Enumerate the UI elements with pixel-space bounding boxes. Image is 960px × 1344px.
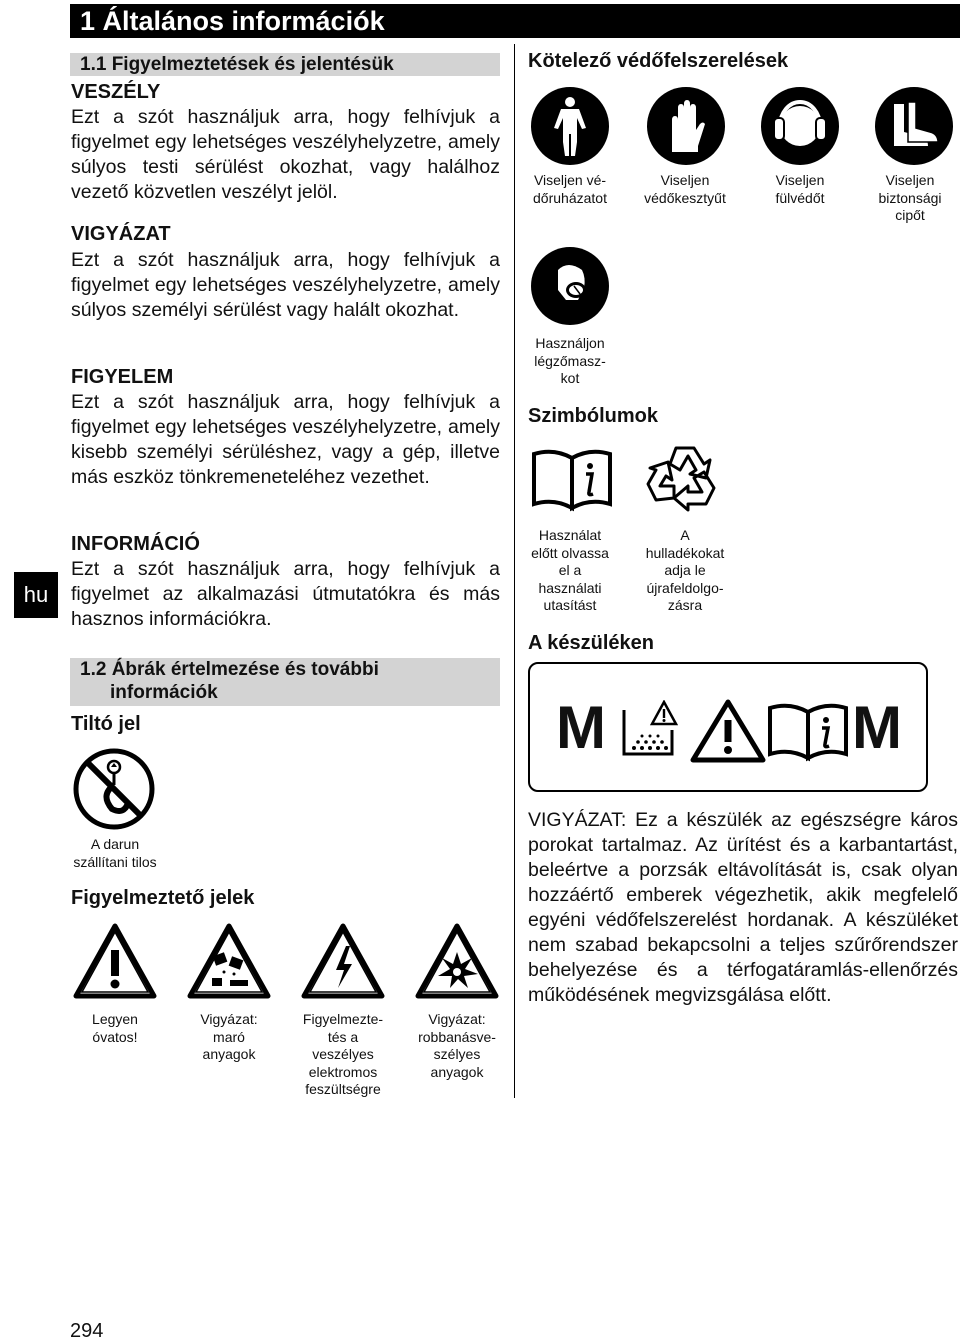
read-manual-label-icon	[766, 700, 850, 762]
caption-line: Vigyázat:	[200, 1011, 258, 1027]
caption-line: zásra	[667, 597, 703, 613]
warning-caption-corrosive	[174, 1011, 284, 1064]
read-manual-icon	[530, 446, 614, 512]
caption-line: cipőt	[895, 207, 925, 223]
information-description: Ezt a szót használjuk arra, hogy felhívjuk a figyelmet az alkalmazási útmutatókra és más hasznos információkra.	[71, 558, 500, 630]
ppe-caption-clothing	[520, 172, 620, 207]
ppe-title: Kötelező védőfelszerelések	[528, 50, 789, 72]
protective-gloves-icon	[646, 86, 726, 166]
caption-line: Viseljen	[775, 172, 825, 188]
caption-line: Viseljen	[885, 172, 935, 188]
caption-line: el a	[558, 562, 582, 578]
caption-line: robbanásve-	[418, 1028, 496, 1045]
symbols-title: Szimbólumok	[528, 405, 659, 427]
caption-line: anyagok	[430, 1063, 484, 1080]
caption-line: hulladékokat	[645, 544, 725, 561]
caption-line: A	[680, 527, 690, 543]
section-heading-1-1: 1.1 Figyelmeztetések és jelentésük	[70, 53, 500, 76]
caption-line: óvatos!	[92, 1028, 138, 1045]
page-number: 294	[70, 1320, 104, 1342]
caption-line: utasítást	[543, 597, 597, 613]
dust-container-icon	[618, 700, 678, 760]
section-heading-1-2	[70, 658, 500, 706]
caption-line: biztonsági	[878, 189, 942, 206]
caption-line: Figyelmezte-	[302, 1011, 384, 1027]
electric-warning-icon	[300, 922, 386, 1000]
respirator-icon	[530, 246, 610, 326]
safety-boots-icon	[874, 86, 954, 166]
ppe-caption-gloves	[630, 172, 740, 207]
caption-line: veszélyes	[312, 1046, 374, 1062]
section-heading-1-2-line2: információk	[110, 682, 218, 703]
device-hazard-label	[528, 662, 928, 792]
signal-word-caution: FIGYELEM	[71, 366, 174, 388]
prohibition-caption	[55, 836, 175, 871]
caption-line: légzőmasz-	[534, 352, 606, 369]
symbol-caption-recycle	[630, 527, 740, 615]
recycle-icon	[644, 440, 726, 516]
prohibition-caption-line: szállítani tilos	[73, 853, 157, 870]
caption-line: tés a	[327, 1028, 359, 1045]
caption-line: Viseljen vé-	[533, 172, 607, 188]
caption-line: feszültségre	[305, 1081, 381, 1097]
dust-class-letter-left: M	[556, 694, 606, 761]
caution-description: Ezt a szót használjuk arra, hogy felhívjuk a figyelmet egy lehetséges veszélyhelyzetre, amely kisebb személyi sérüléshez, vagy a gép, illetve más eszköz tönkremeneteléhez vezethet.	[71, 391, 500, 488]
warning-signs-title: Figyelmeztető jelek	[71, 887, 255, 909]
caption-line: Legyen	[92, 1011, 138, 1027]
caption-line: védőkesztyűt	[644, 189, 726, 206]
caption-line: anyagok	[202, 1046, 256, 1062]
caption-line: Használjon	[535, 335, 605, 351]
ppe-caption-boots	[860, 172, 960, 225]
caption-line: elektromos	[308, 1063, 378, 1080]
page-title: 1 Általános információk	[70, 4, 960, 38]
caption-line: Használat	[538, 527, 602, 543]
caption-line: előtt olvassa	[531, 544, 609, 561]
warning-description: Ezt a szót használjuk arra, hogy felhívjuk a figyelmet egy lehetséges veszélyhelyzetre, amely súlyos személyi sérülést vagy halált okozhat.	[71, 249, 500, 321]
column-divider	[514, 44, 515, 1098]
caption-line: Viseljen	[660, 172, 710, 188]
signal-word-warning: VIGYÁZAT	[71, 223, 171, 245]
ppe-caption-respirator	[520, 335, 620, 388]
symbol-caption-manual	[520, 527, 620, 615]
general-warning-icon	[72, 922, 158, 1000]
dust-class-letter-right: M	[852, 694, 902, 761]
protective-clothing-icon	[530, 86, 610, 166]
caption-line: használati	[538, 579, 602, 596]
corrosive-warning-icon	[186, 922, 272, 1000]
device-title: A készüléken	[528, 632, 654, 654]
caption-line: adja le	[664, 562, 706, 578]
caption-line: Vigyázat:	[428, 1011, 486, 1027]
hazard-triangle-icon	[690, 698, 766, 764]
caption-line: fülvédőt	[775, 189, 825, 206]
warning-caption-electric	[288, 1011, 398, 1099]
caption-line: szélyes	[433, 1046, 481, 1062]
danger-description: Ezt a szót használjuk arra, hogy felhívjuk a figyelmet egy lehetséges veszélyhelyzetre, amely súlyos testi sérülést okozhat, vagy halálhoz vezető közvetlen veszélyt jelöl.	[71, 106, 500, 203]
caption-line: maró	[213, 1028, 245, 1045]
ppe-caption-ear	[745, 172, 855, 207]
section-heading-1-2-line1: 1.2 Ábrák értelmezése és további	[80, 659, 379, 680]
prohibition-title: Tiltó jel	[71, 713, 141, 735]
no-crane-transport-icon	[72, 747, 156, 831]
signal-word-danger: VESZÉLY	[71, 81, 161, 103]
caption-line: dőruházatot	[533, 189, 607, 206]
prohibition-caption-line: A darun	[90, 836, 140, 852]
device-warning-text: VIGYÁZAT: Ez a készülék az egészségre káros porokat tartalmaz. Az ürítést és a karbantartást, beleértve a porzsák eltávolítását is, csak olyan hozzáértő emberek végezhetik, akik megfelelő egyéni védőfelszerelést hordanak. A készüléket nem szabad bekapcsolni a teljes szűrőrendszer behelyezése és a térfogatáramlás-ellenőrzés működésének megvizsgálása előtt.	[528, 809, 958, 1006]
explosive-warning-icon	[414, 922, 500, 1000]
signal-word-information: INFORMÁCIÓ	[71, 533, 200, 555]
warning-caption-general	[60, 1011, 170, 1046]
warning-caption-explosive	[402, 1011, 512, 1081]
caption-line: újrafeldolgo-	[646, 579, 724, 596]
language-tab: hu	[14, 572, 58, 618]
caption-line: kot	[560, 370, 580, 386]
ear-protection-icon	[760, 86, 840, 166]
